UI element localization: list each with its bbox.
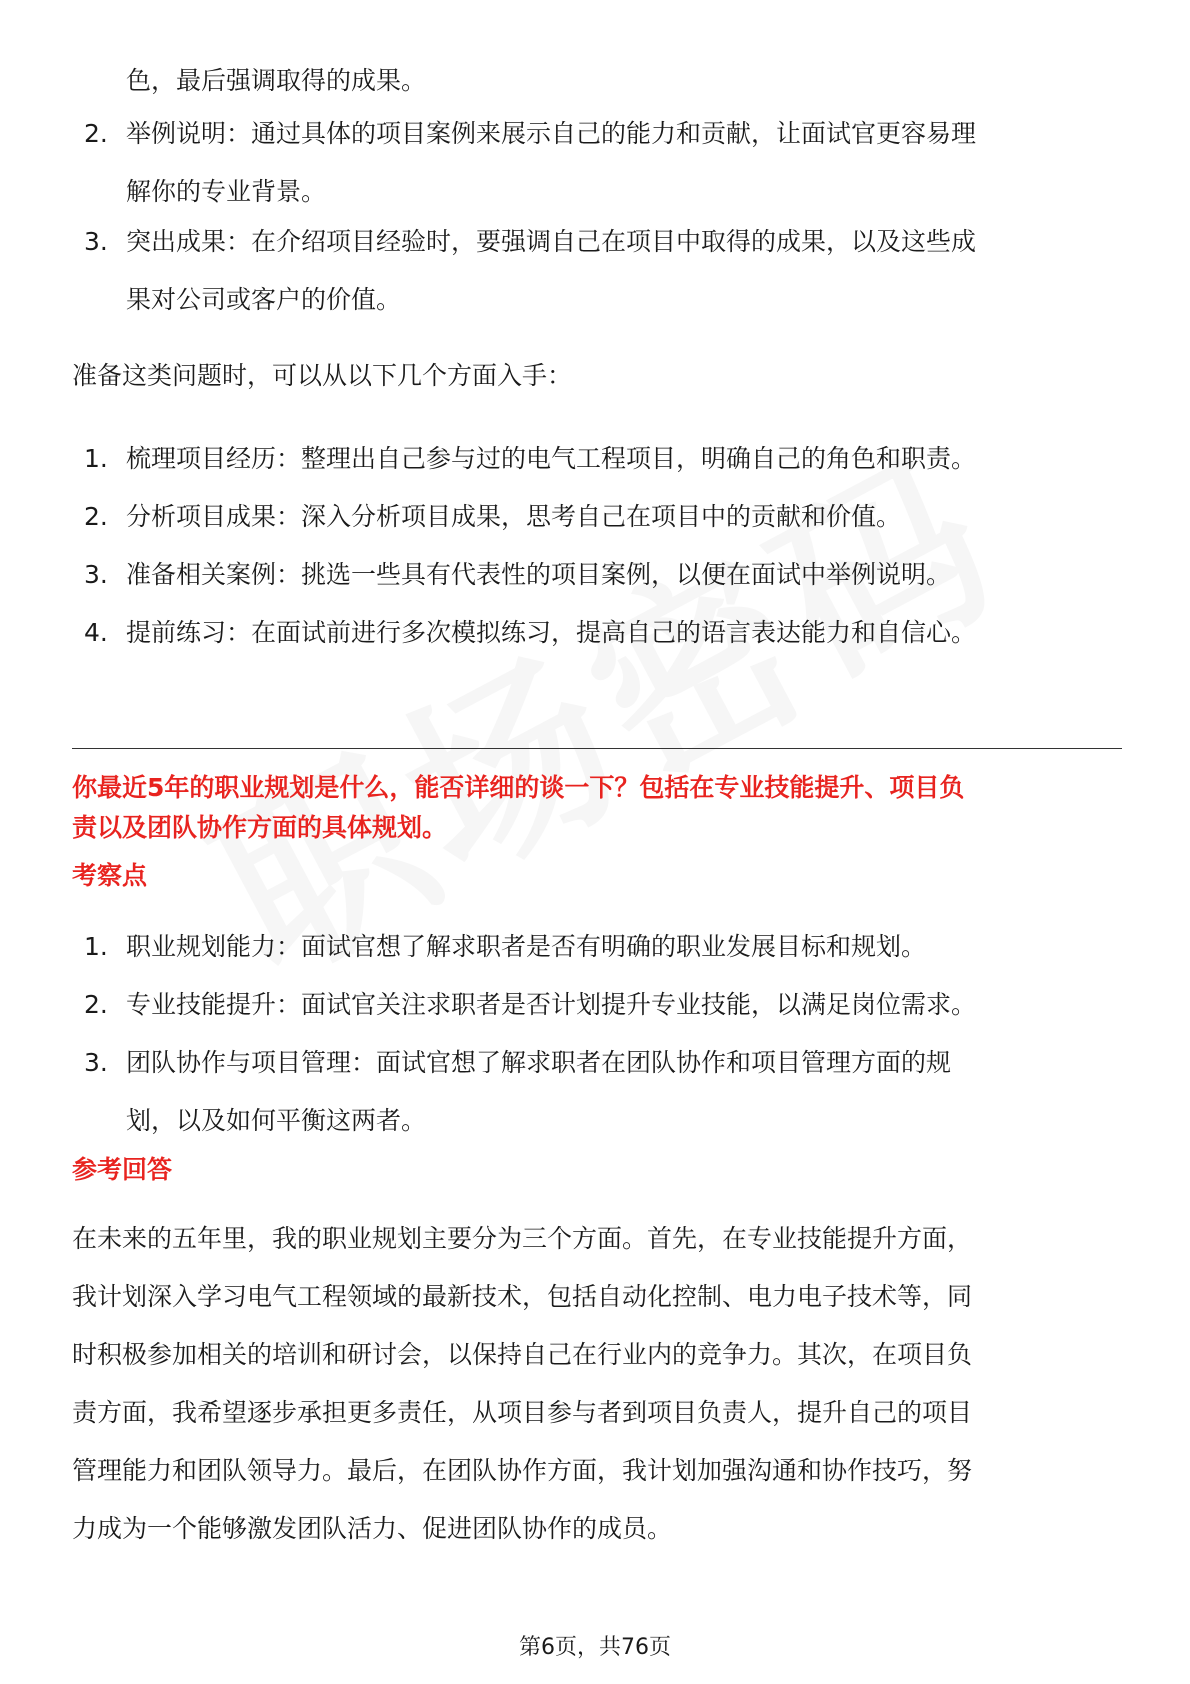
list-item: [72, 918, 1122, 976]
list-item: [72, 488, 1122, 546]
list-item-text-cont: 果对公司或客户的价值。: [126, 285, 402, 314]
list-item: [72, 604, 1122, 662]
list-item: [72, 976, 1122, 1034]
focus-list: [72, 918, 1122, 1150]
list-item-text-cont: 解你的专业背景。: [126, 177, 327, 206]
list-item-text: 突出成果：在介绍项目经验时，要强调自己在项目中取得的成果，以及这些成: [126, 227, 977, 256]
list-item-text: 分析项目成果：深入分析项目成果，思考自己在项目中的贡献和价值。: [126, 502, 902, 531]
answer-title: 参考回答: [72, 1155, 173, 1184]
list-number: 3.: [84, 560, 108, 589]
list-number: 3.: [84, 1048, 108, 1077]
question-line: 责以及团队协作方面的具体规划。: [72, 813, 448, 842]
answer-line: 管理能力和团队领导力。最后，在团队协作方面，我计划加强沟通和协作技巧，努: [72, 1456, 973, 1485]
list-item-text: 准备相关案例：挑选一些具有代表性的项目案例，以便在面试中举例说明。: [126, 560, 952, 589]
question-line: 你最近5年的职业规划是什么，能否详细的谈一下？包括在专业技能提升、项目负: [72, 773, 965, 802]
prep-intro: 准备这类问题时，可以从以下几个方面入手：: [72, 361, 573, 390]
list-item: [72, 430, 1122, 488]
list-number: 3.: [84, 227, 108, 256]
section-divider: [72, 748, 1122, 749]
list-item: [72, 213, 1126, 329]
list-number: 2.: [84, 990, 108, 1019]
list-item-continuation: 色，最后强调取得的成果。: [126, 66, 427, 95]
answer-line: 力成为一个能够激发团队活力、促进团队协作的成员。: [72, 1514, 673, 1543]
answer-body: [72, 1210, 1122, 1558]
list-item: [72, 105, 1126, 221]
list-item-text: 专业技能提升：面试官关注求职者是否计划提升专业技能，以满足岗位需求。: [126, 990, 977, 1019]
list-number: 4.: [84, 618, 108, 647]
answer-line: 我计划深入学习电气工程领域的最新技术，包括自动化控制、电力电子技术等，同: [72, 1282, 973, 1311]
list-number: 2.: [84, 119, 108, 148]
page-footer: 第6页，共76页: [519, 1635, 671, 1660]
list-number: 1.: [84, 932, 108, 961]
list-item: [72, 1034, 1122, 1150]
list-item: [72, 546, 1122, 604]
answer-line: 时积极参加相关的培训和研讨会，以保持自己在行业内的竞争力。其次，在项目负: [72, 1340, 973, 1369]
list-item-text: 团队协作与项目管理：面试官想了解求职者在团队协作和项目管理方面的规: [126, 1048, 952, 1077]
list-number: 1.: [84, 444, 108, 473]
list-item-text: 提前练习：在面试前进行多次模拟练习，提高自己的语言表达能力和自信心。: [126, 618, 977, 647]
list-item-text: 职业规划能力：面试官想了解求职者是否有明确的职业发展目标和规划。: [126, 932, 927, 961]
list-item-text: 举例说明：通过具体的项目案例来展示自己的能力和贡献，让面试官更容易理: [126, 119, 977, 148]
list-number: 2.: [84, 502, 108, 531]
focus-title: 考察点: [72, 861, 148, 890]
list-item-text-cont: 划，以及如何平衡这两者。: [126, 1106, 427, 1135]
list-item-text: 梳理项目经历：整理出自己参与过的电气工程项目，明确自己的角色和职责。: [126, 444, 977, 473]
question-heading: [72, 768, 1122, 848]
answer-line: 责方面，我希望逐步承担更多责任，从项目参与者到项目负责人，提升自己的项目: [72, 1398, 973, 1427]
prep-list: [72, 430, 1122, 662]
answer-line: 在未来的五年里，我的职业规划主要分为三个方面。首先，在专业技能提升方面，: [72, 1224, 973, 1253]
